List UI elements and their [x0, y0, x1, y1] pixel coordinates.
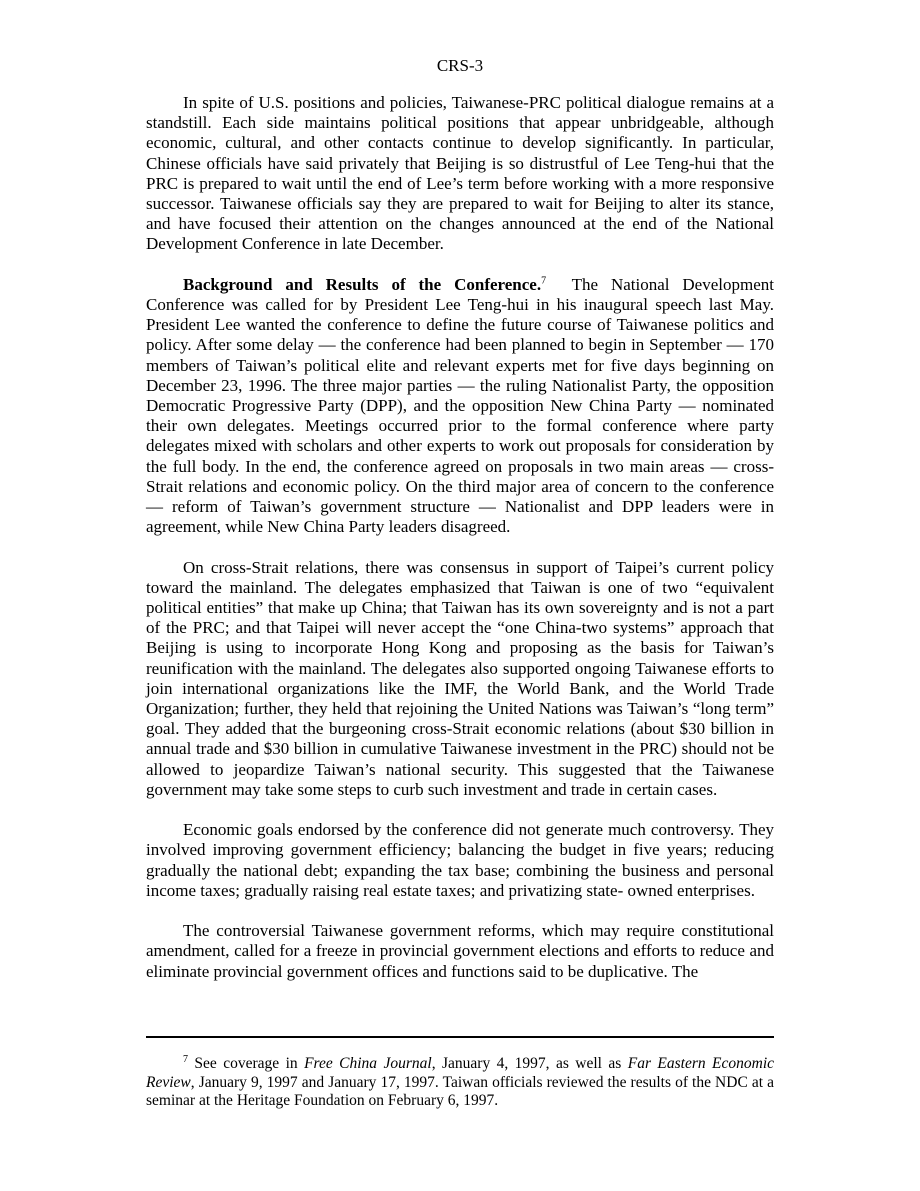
journal-title: Far Eastern Economic Review	[146, 1055, 775, 1091]
footnote-7	[146, 1055, 774, 1111]
footnotes	[146, 1055, 774, 1111]
page-number: CRS-3	[436, 56, 484, 75]
paragraph-2-body: The National Development Conference was called for by President Lee Teng-hui in his inaugural speech last May. President Lee wanted the conference to define the future course of Taiwanese politics and policy. After some delay — the conference had been planned to begin in September — 170 members of Taiwan’s political elite and relevant experts met for five days beginning on December 23, 1996. The three major parties — the ruling Nationalist Party, the opposition Democratic Progressive Party (DPP), and the opposition New China Party — nominated their own delegates. Meetings occurred prior to the formal conference where party delegates mixed with scholars and other experts to work out proposals for consideration by the full body. In the end, the conference agreed on proposals in two main areas — cross-Strait relations and economic policy. On the third major area of concern to the conference — reform of Taiwan’s government structure — Nationalist and DPP leaders were in agreement, while New China Party leaders disagreed.	[146, 274, 774, 537]
paragraph-2	[146, 275, 774, 538]
footnote-number: 7	[183, 1053, 188, 1065]
paragraph-1: In spite of U.S. positions and policies, Taiwanese-PRC political dialogue remains at a standstill. Each side maintains political positions that appear unbridgeable, although economic, cultural, and other contacts continue to develop significantly. In particular, Chinese officials have said privately that Beijing is so distrustful of Lee Teng-hui that the PRC is prepared to wait until the end of Lee’s term before working with a more responsive successor. Taiwanese officials say they are prepared to wait for Beijing to alter its stance, and have focused their attention on the changes announced at the end of the National Development Conference in late December.	[146, 93, 774, 254]
section-heading: Background and Results of the Conference.	[183, 274, 542, 294]
paragraph-3: On cross-Strait relations, there was consensus in support of Taipei’s current policy toward the mainland. The delegates emphasized that Taiwan is one of two “equivalent political entities” that make up China; that Taiwan has its own sovereignty and is not a part of the PRC; and that Taipei will never accept the “one China-two systems” approach that Beijing is using to incorporate Hong Kong and proposing as the basis for Taiwan’s reunification with the mainland. The delegates also supported ongoing Taiwanese efforts to join international organizations like the IMF, the World Bank, and the World Trade Organization; further, they held that rejoining the United Nations was Taiwan’s “long term” goal. They added that the burgeoning cross-Strait economic relations (about $30 billion in annual trade and $30 billion in cumulative Taiwanese investment in the PRC) should not be allowed to jeopardize Taiwan’s national security. This suggested that the Taiwanese government may take some steps to curb such investment and trade in certain cases.	[146, 557, 774, 799]
footnote-ref: 7	[541, 275, 547, 287]
paragraph-4: Economic goals endorsed by the conference did not generate much controversy. They involved improving government efficiency; balancing the budget in five years; reducing gradually the national debt; expanding the tax base; combining the business and personal income taxes; gradually raising real estate taxes; and privatizing state- owned enterprises.	[146, 820, 774, 900]
journal-title: Free China Journal	[304, 1055, 432, 1072]
paragraph-5: The controversial Taiwanese government reforms, which may require constitutional amendment, called for a freeze in provincial government elections and efforts to reduce and eliminate provincial government offices and functions said to be duplicative. The	[146, 921, 774, 981]
footnote-divider	[146, 1036, 774, 1038]
body-text	[146, 93, 774, 1002]
footnote-text: , January 4, 1997, as well as	[431, 1055, 622, 1072]
footnote-text: , January 9, 1997 and January 17, 1997. Taiwan officials reviewed the results of the NDC at a seminar at the Heritage Foundation on February 6, 1997.	[146, 1073, 774, 1109]
footnote-text: See coverage in	[194, 1055, 298, 1072]
